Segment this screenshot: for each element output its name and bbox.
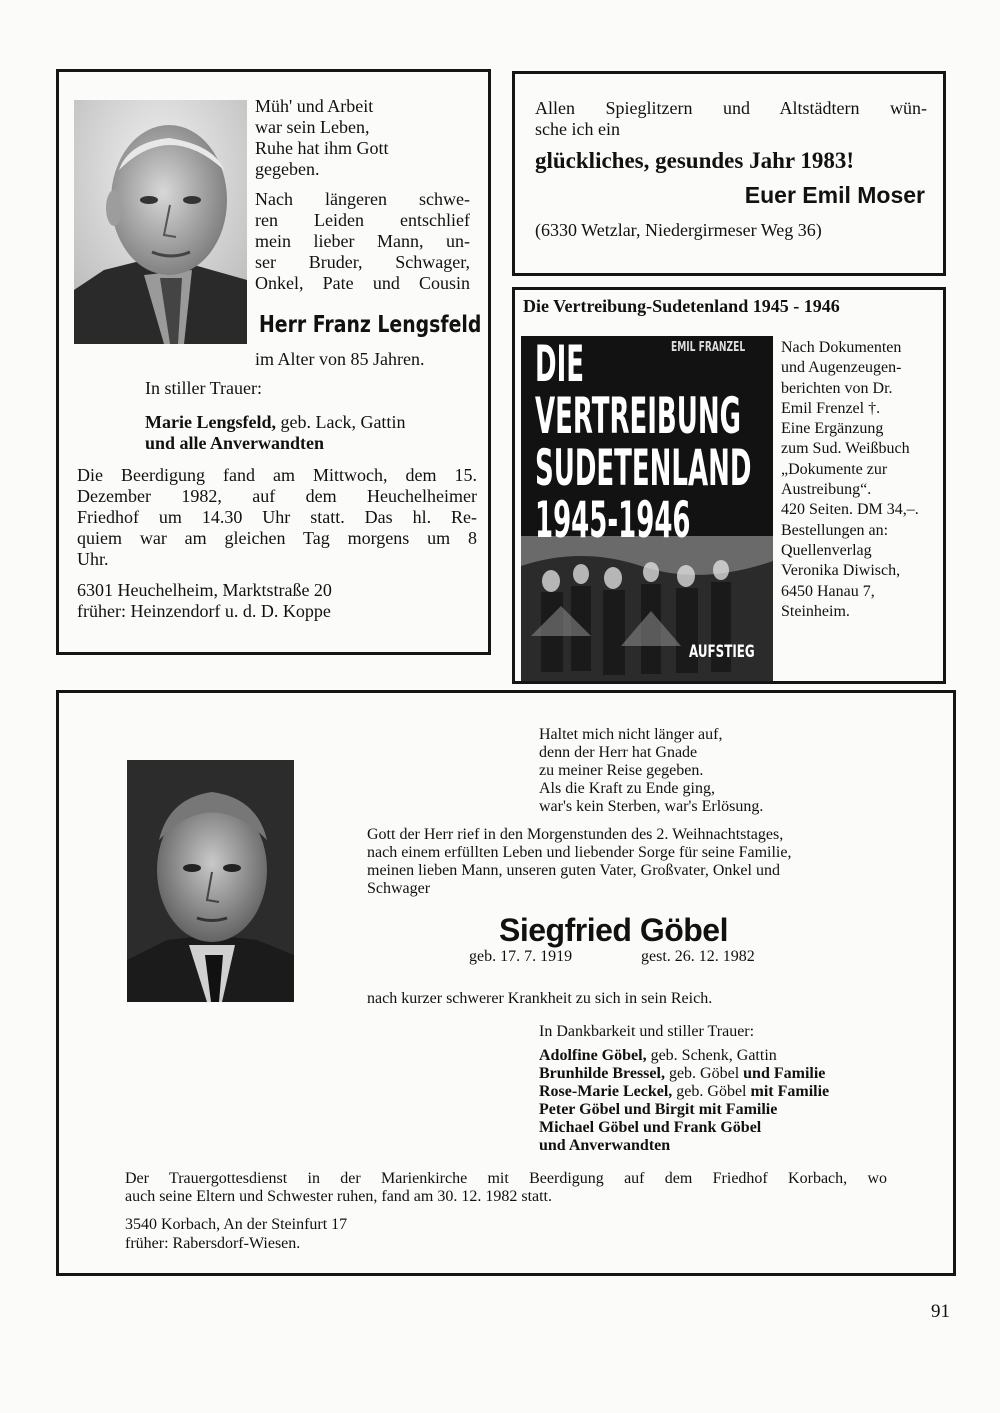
- mourner-line: [539, 1047, 829, 1065]
- address-line: früher: Heinzendorf u. d. D. Koppe: [77, 601, 331, 621]
- greeting-text: [535, 98, 927, 140]
- description-line: Steinheim.: [781, 602, 850, 620]
- funeral-line: Die Beerdigung fand am Mittwoch, dem 15.: [77, 465, 477, 485]
- intro-line: ser Bruder, Schwager,: [255, 252, 470, 272]
- death-date: gest. 26. 12. 1982: [641, 948, 755, 965]
- new-year-greeting: [512, 71, 946, 276]
- address-line: früher: Rabersdorf-Wiesen.: [125, 1235, 301, 1252]
- age-text: im Alter von 85 Jahren.: [255, 349, 425, 369]
- mourner-line: [539, 1101, 829, 1119]
- greeting-line: Allen Spieglitzern und Altstädtern wün-: [535, 98, 927, 118]
- deceased-name-lengsfeld: Herr Franz Lengsfeld: [259, 312, 482, 338]
- greeting-address: (6330 Wetzlar, Niedergirmeser Weg 36): [535, 220, 822, 240]
- cover-title-line: DIE: [535, 336, 585, 393]
- mourners-goebel: [539, 1047, 829, 1155]
- intro-line: mein lieber Mann, un-: [255, 231, 470, 251]
- mourner-detail: geb. Göbel: [664, 1065, 744, 1082]
- address-goebel: [125, 1215, 347, 1253]
- verse-goebel: [539, 726, 763, 816]
- portrait-image: [74, 100, 247, 344]
- description-line: Emil Frenzel †.: [781, 399, 881, 417]
- funeral-line: Friedhof um 14.30 Uhr statt. Das hl. Re-: [77, 507, 477, 527]
- intro-lengsfeld: [255, 189, 470, 294]
- funeral-line: Uhr.: [77, 549, 109, 569]
- cover-title-line: SUDETENLAND: [535, 439, 752, 497]
- book-advertisement: [512, 287, 946, 684]
- description-line: berichten von Dr.: [781, 379, 893, 397]
- description-line: Veronika Diwisch,: [781, 562, 901, 580]
- cover-publisher: AUFSTIEG: [689, 642, 755, 662]
- greeting-signature: Euer Emil Moser: [744, 182, 925, 208]
- mourner-line: [539, 1119, 829, 1137]
- intro-line: nach einem erfüllten Leben und liebender Sorge für seine Familie,: [367, 844, 792, 861]
- cover-title-line: 1945-1946: [535, 491, 691, 549]
- description-line: Bestellungen an:: [781, 521, 889, 539]
- verse-line: Ruhe hat ihm Gott: [255, 138, 389, 158]
- funeral-line: quiem war am gleichen Tag morgens um 8: [77, 528, 477, 548]
- verse-line: zu meiner Reise gegeben.: [539, 762, 704, 779]
- intro-line: Gott der Herr rief in den Morgenstunden des 2. Weihnachtstages,: [367, 826, 784, 843]
- mourning-label-lengsfeld: In stiller Trauer:: [145, 378, 262, 398]
- verse-line: gegeben.: [255, 159, 320, 179]
- book-description: [781, 338, 947, 622]
- verse-line: Müh' und Arbeit: [255, 96, 374, 116]
- greeting-headline: glückliches, gesundes Jahr 1983!: [535, 148, 855, 173]
- mourner-name: Brunhilde Bressel,: [539, 1065, 665, 1082]
- verse-line: denn der Herr hat Gnade: [539, 744, 698, 761]
- funeral-line: Dezember 1982, auf dem Heuchelheimer: [77, 486, 477, 506]
- funeral-text-lengsfeld: [77, 465, 477, 570]
- mourner-detail: geb. Göbel: [672, 1083, 751, 1100]
- page-number: 91: [931, 1301, 950, 1322]
- description-line: „Dokumente zur: [781, 460, 888, 478]
- mourner-line: [539, 1137, 829, 1155]
- intro-goebel: [367, 826, 887, 898]
- cover-title-line: VERTREIBUNG: [535, 387, 741, 445]
- description-line: 420 Seiten. DM 34,–.: [781, 501, 919, 519]
- verse-line: Haltet mich nicht länger auf,: [539, 726, 723, 743]
- mourner-name: und Anverwandten: [539, 1137, 671, 1154]
- intro-line: Onkel, Pate und Cousin: [255, 273, 470, 293]
- birth-date: geb. 17. 7. 1919: [469, 948, 573, 965]
- verse-lengsfeld: [255, 96, 485, 180]
- obituary-goebel: [56, 690, 956, 1276]
- intro-line: Nach längeren schwe-: [255, 189, 470, 209]
- verse-line: war sein Leben,: [255, 117, 370, 137]
- mourner-line: [539, 1083, 829, 1101]
- mourner-name: Marie Lengsfeld,: [145, 412, 276, 432]
- description-line: und Augenzeugen-: [781, 359, 902, 377]
- service-line: auch seine Eltern und Schwester ruhen, fand am 30. 12. 1982 statt.: [125, 1188, 552, 1205]
- address-lengsfeld: [77, 580, 332, 622]
- service-text: [125, 1170, 887, 1206]
- portrait-image: [127, 760, 294, 1002]
- greeting-line: sche ich ein: [535, 119, 620, 139]
- description-line: Quellenverlag: [781, 541, 872, 559]
- mourner-detail: geb. Lack, Gattin: [275, 412, 406, 432]
- cover-author: EMIL FRANZEL: [671, 340, 746, 355]
- intro-line: Schwager: [367, 880, 431, 897]
- address-line: 3540 Korbach, An der Steinfurt 17: [125, 1216, 348, 1233]
- description-line: 6450 Hanau 7,: [781, 582, 875, 600]
- cover-title: [535, 336, 752, 549]
- relatives-text: und alle Anverwandten: [145, 433, 325, 453]
- mourner-line: [539, 1065, 829, 1083]
- mourner-name: Rose-Marie Leckel,: [539, 1083, 673, 1100]
- service-line: Der Trauergottesdienst in der Marienkirche mit Beerdigung auf dem Friedhof Korbach, wo: [125, 1170, 887, 1187]
- after-name-text: nach kurzer schwerer Krankheit zu sich in sein Reich.: [367, 990, 713, 1007]
- portrait-photo-goebel: [127, 760, 294, 1002]
- verse-line: Als die Kraft zu Ende ging,: [539, 780, 715, 797]
- mourner-name: Michael Göbel und Frank Göbel: [539, 1119, 762, 1136]
- mourner-name: Adolfine Göbel,: [539, 1047, 647, 1064]
- intro-line: ren Leiden entschlief: [255, 210, 470, 230]
- book-ad-title: Die Vertreibung-Sudetenland 1945 - 1946: [523, 296, 840, 316]
- address-line: 6301 Heuchelheim, Marktstraße 20: [77, 580, 332, 600]
- mourner-family: und Familie: [743, 1065, 826, 1082]
- intro-line: meinen lieben Mann, unseren guten Vater, Großvater, Onkel und: [367, 862, 780, 879]
- deceased-name-goebel: Siegfried Göbel: [499, 912, 728, 948]
- mourning-label-goebel: In Dankbarkeit und stiller Trauer:: [539, 1023, 755, 1040]
- description-line: zum Sud. Weißbuch: [781, 440, 910, 458]
- mourner-name: Peter Göbel und Birgit mit Familie: [539, 1101, 778, 1118]
- mourner-widow: [145, 412, 405, 433]
- obituary-lengsfeld: [56, 69, 491, 655]
- mourner-detail: geb. Schenk, Gattin: [646, 1047, 777, 1064]
- portrait-photo-lengsfeld: [74, 100, 247, 344]
- verse-line: war's kein Sterben, war's Erlösung.: [539, 798, 764, 815]
- description-line: Nach Dokumenten: [781, 339, 902, 356]
- description-line: Eine Ergänzung: [781, 420, 884, 438]
- book-cover: [521, 336, 773, 681]
- description-line: Austreibung“.: [781, 481, 872, 499]
- mourner-family: mit Familie: [750, 1083, 830, 1100]
